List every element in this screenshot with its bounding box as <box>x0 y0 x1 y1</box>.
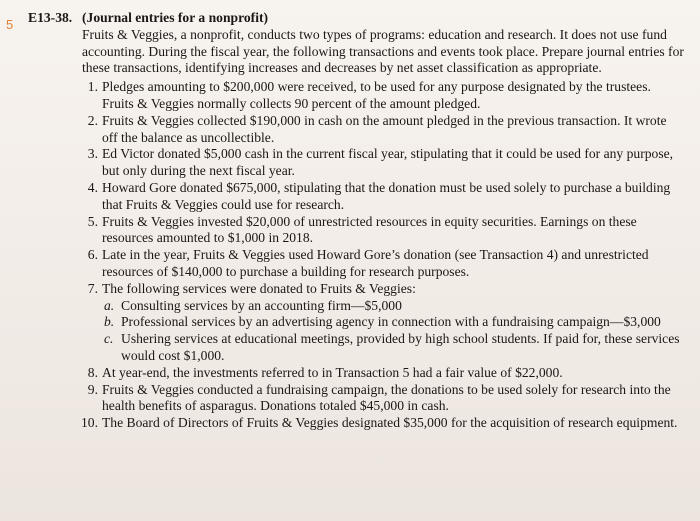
transaction-item <box>28 247 684 281</box>
item-text: Ed Victor donated $5,000 cash in the current fiscal year, stipulating that it could be used for any purpose, but only during the next fiscal year. <box>102 146 674 179</box>
transaction-item <box>28 113 684 147</box>
item-number: 4. <box>87 179 98 195</box>
transaction-item <box>28 365 684 382</box>
service-item <box>102 298 684 315</box>
item-text: Fruits & Veggies conducted a fundraising campaign, the donations to be used solely for research into the health benefits of asparagus. Donations totaled $45,000 in cash. <box>102 381 671 414</box>
item-text: Pledges amounting to $200,000 were received, to be used for any purpose designated by the trustees. Fruits & Veggies normally collects 90 percent of the amount pledged. <box>102 79 651 111</box>
item-number: 2. <box>87 112 98 128</box>
item-number: 6. <box>87 247 98 263</box>
item-number: 3. <box>87 146 98 162</box>
margin-marker: 5 <box>6 17 14 32</box>
exercise-number: E13-38. <box>28 10 73 25</box>
exercise-intro-block <box>82 10 684 77</box>
transaction-item <box>28 281 684 365</box>
item-number: 8. <box>87 364 98 380</box>
item-text: At year-end, the investments referred to in Transaction 5 had a fair value of $22,000. <box>102 364 563 380</box>
service-text: Consulting services by an accounting firm—$5,000 <box>121 297 402 313</box>
exercise-instructions: Fruits & Veggies, a nonprofit, conducts two types of programs: education and research. It does not use fund accounting. During the fiscal year, the following transactions and events took place. Prepare journal entries for these transactions, identifying increases and decreases by net asset classification as appropriate. <box>82 26 684 76</box>
service-letter: a. <box>104 297 115 313</box>
donated-services-list <box>102 298 684 365</box>
transaction-item <box>28 79 684 113</box>
item-text: Fruits & Veggies invested $20,000 of unrestricted resources in equity securities. Earnings on these resources amounted to $1,000 in 2018. <box>102 213 637 246</box>
service-text: Ushering services at educational meetings, provided by high school students. If paid for, these services would cost $1,000. <box>121 331 680 363</box>
transaction-item <box>28 146 684 180</box>
service-letter: b. <box>104 314 115 330</box>
item-text: Late in the year, Fruits & Veggies used Howard Gore’s donation (see Transaction 4) and unrestricted resources of $140,000 to purchase a building for research purposes. <box>102 247 649 279</box>
service-item <box>102 314 684 331</box>
service-text: Professional services by an advertising agency in connection with a fundraising campaign—$3,000 <box>121 314 661 330</box>
transaction-item <box>28 415 684 432</box>
item-number: 1. <box>87 79 98 95</box>
service-item <box>102 331 684 365</box>
exercise-block <box>28 10 684 432</box>
transaction-list <box>28 79 684 432</box>
item-text: Howard Gore donated $675,000, stipulating that the donation must be used solely to purchase a building that Fruits & Veggies could use for research. <box>102 179 671 212</box>
item-text: The following services were donated to Fruits & Veggies: <box>102 280 416 296</box>
transaction-item <box>28 180 684 214</box>
item-number: 7. <box>87 280 98 296</box>
item-text: The Board of Directors of Fruits & Veggies designated $35,000 for the acquisition of research equipment. <box>102 415 678 431</box>
transaction-item <box>28 382 684 416</box>
exercise-header <box>28 10 684 77</box>
item-number: 5. <box>87 213 98 229</box>
item-number: 10. <box>81 415 98 431</box>
item-number: 9. <box>87 381 98 397</box>
exercise-title: (Journal entries for a nonprofit) <box>82 10 269 25</box>
transaction-item <box>28 214 684 248</box>
service-letter: c. <box>104 331 114 347</box>
item-text: Fruits & Veggies collected $190,000 in cash on the amount pledged in the previous transaction. It wrote off the balance as uncollectible. <box>102 112 667 145</box>
